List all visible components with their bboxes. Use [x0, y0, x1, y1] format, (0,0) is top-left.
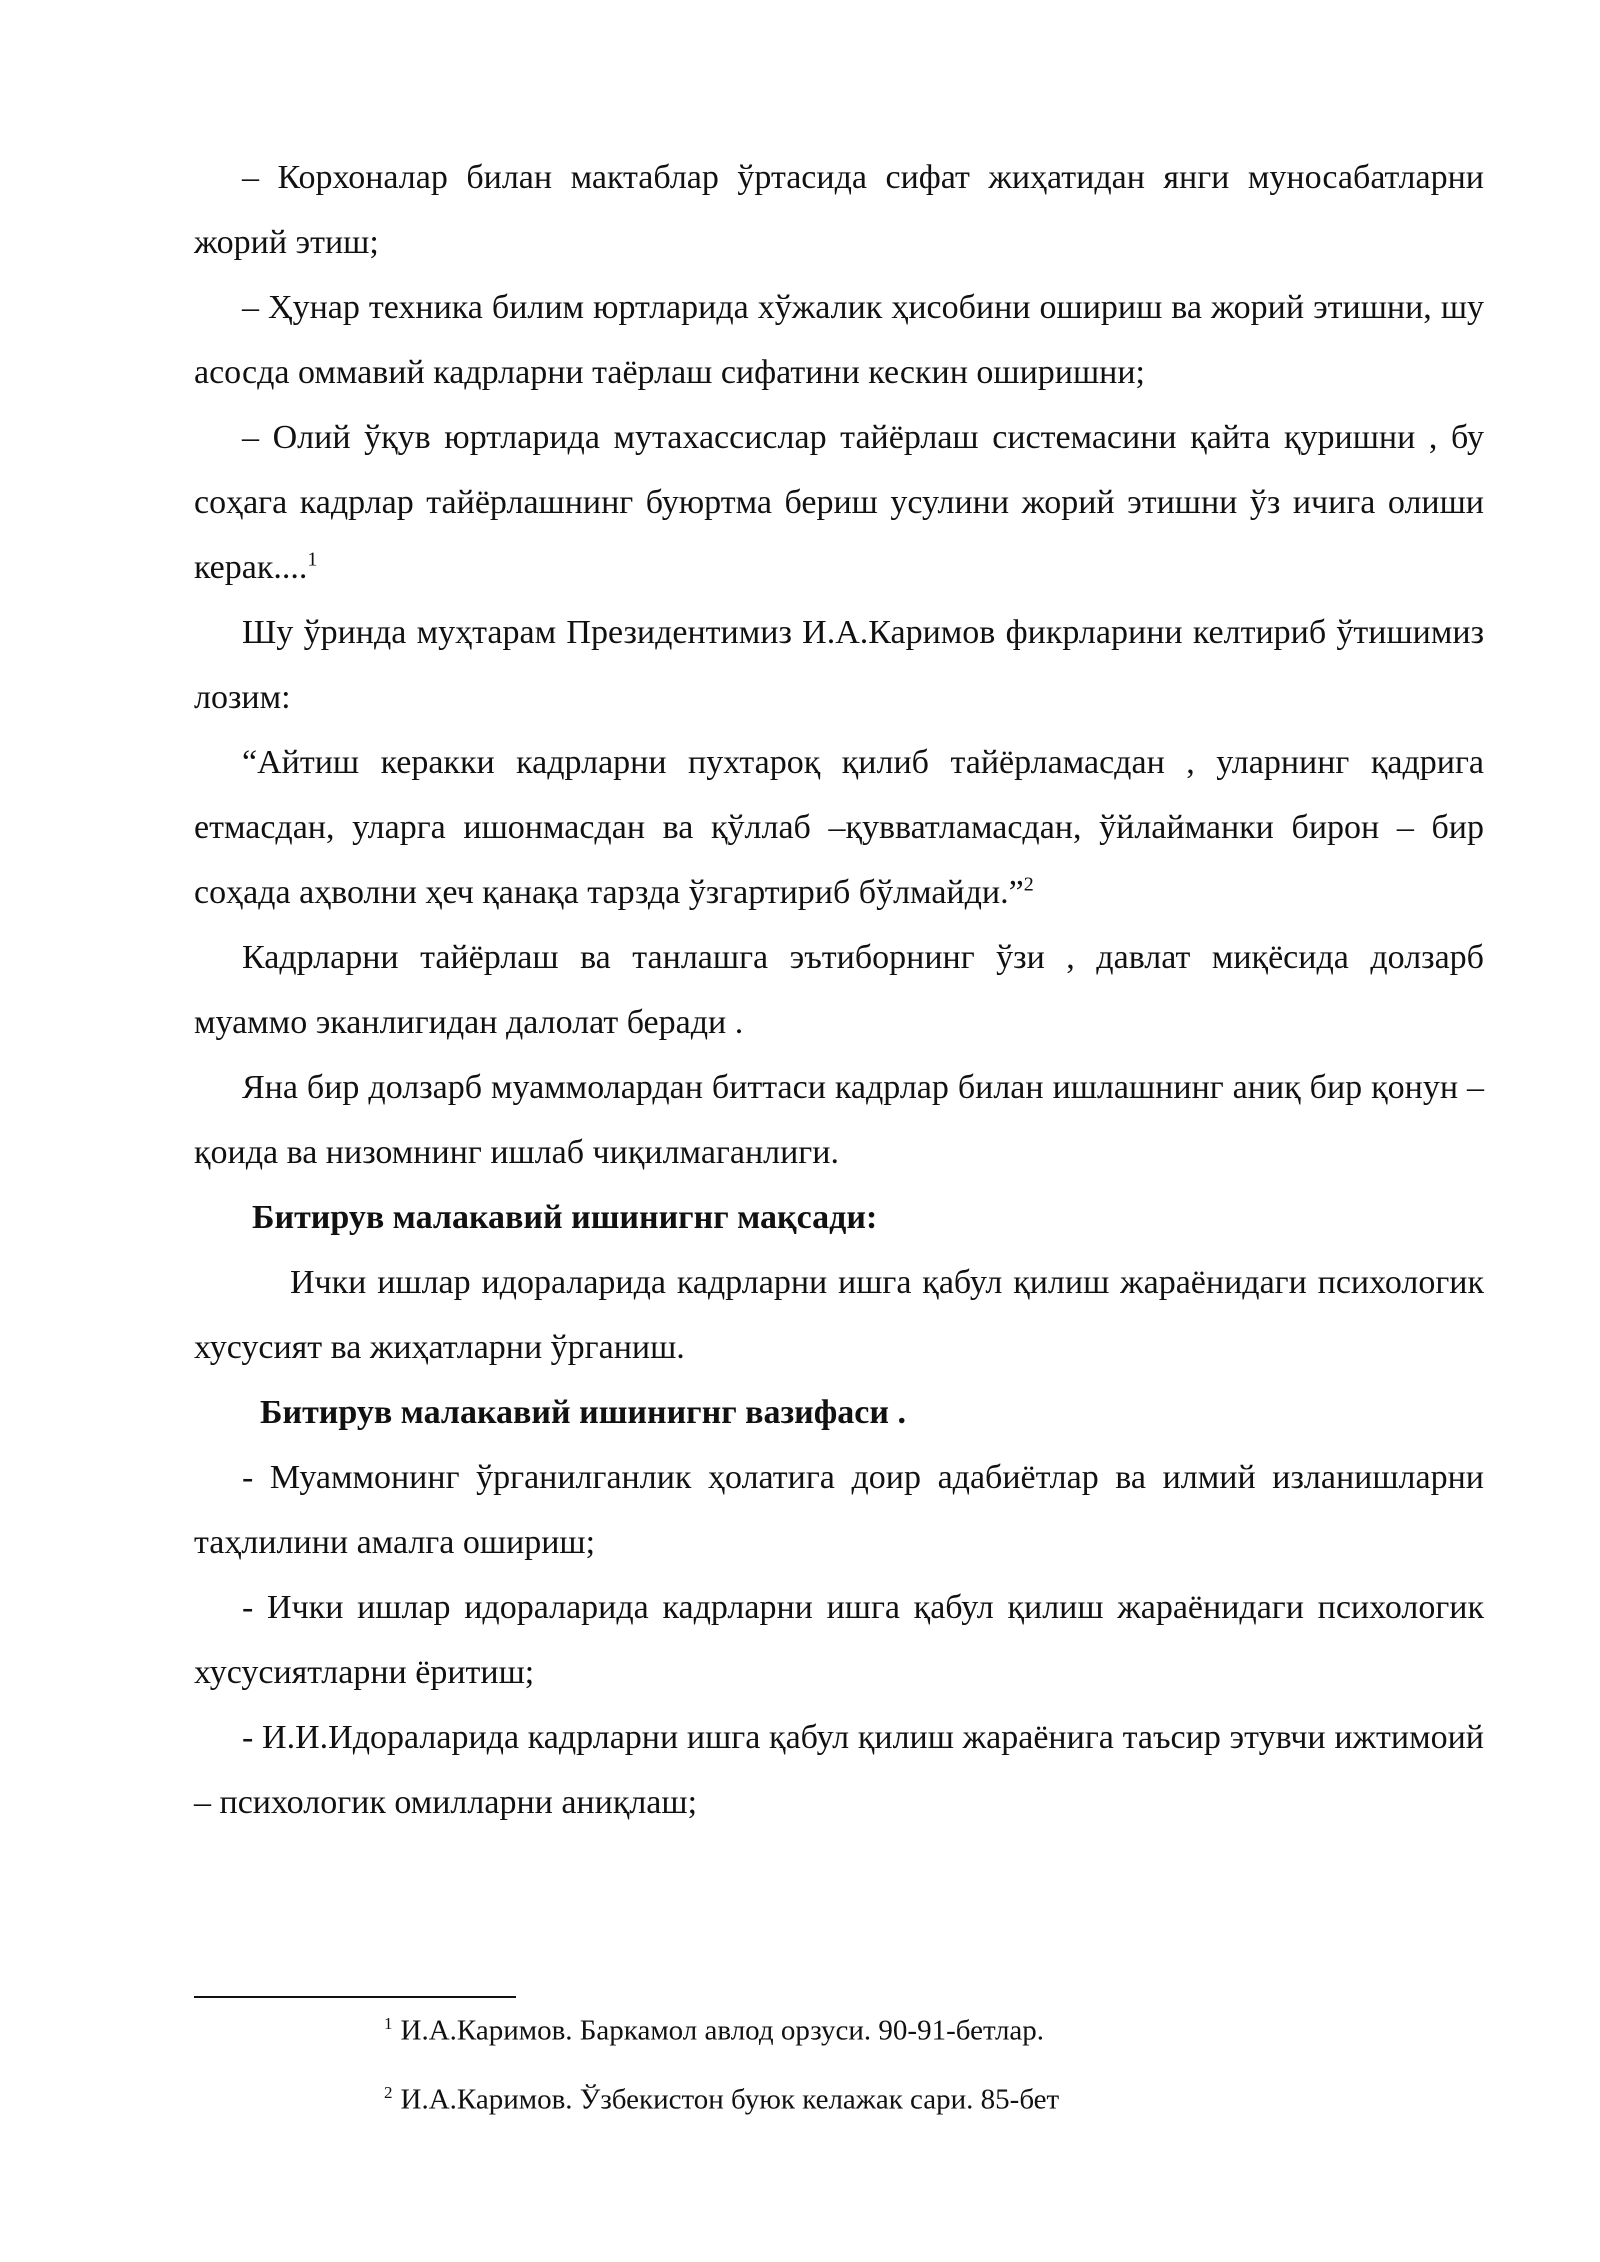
footnote-ref-2: 2 — [1023, 873, 1034, 896]
heading-goal: Битирув малакавий ишинигнг мақсади: — [252, 1199, 878, 1236]
paragraph-higher-education — [194, 405, 1484, 600]
footnote-1 — [384, 2006, 1044, 2049]
footnote-1-number: 1 — [384, 2014, 393, 2033]
footnote-2-number: 2 — [384, 2083, 393, 2102]
task-item-2: - Ички ишлар идораларида кадрларни ишга қабул қилиш жараёнидаги психологик хусусиятларни ёритиш; — [194, 1589, 1484, 1691]
paragraph-higher-education-text: – Олий ўқув юртларида мутахассислар тайёрлаш системасини қайта қуришни , бу соҳага кадрлар тайёрлашнинг буюртма бериш усулини жорий этишни ўз ичига олиши керак.... — [194, 419, 1484, 586]
paragraph-quote-text: “Айтиш керакки кадрларни пухтароқ қилиб тайёрламасдан , уларнинг қадрига етмасдан, уларга ишонмасдан ва қўллаб –қувватламасдан, ўйлайманки бирон – бир соҳада аҳволни ҳеч қанақа тарзда ўзгартириб бўлмайди.” — [194, 744, 1484, 911]
paragraph-regulations: Яна бир долзарб муаммолардан биттаси кадрлар билан ишлашнинг аниқ бир қонун – қоида ва низомнинг ишлаб чиқилмаганлиги. — [194, 1069, 1484, 1171]
body-text — [194, 145, 1484, 1835]
footnote-1-text: И.А.Каримов. Баркамол авлод орзуси. 90-91-бетлар. — [400, 2014, 1045, 2047]
heading-tasks: Битирув малакавий ишинигнг вазифаси . — [260, 1394, 906, 1431]
paragraph-quote — [194, 730, 1484, 925]
paragraph-enterprises-schools: – Корхоналар билан мактаблар ўртасида сифат жиҳатидан янги муносабатларни жорий этиш; — [194, 159, 1484, 261]
footnote-ref-1: 1 — [307, 548, 318, 571]
paragraph-goal: Ички ишлар идораларида кадрларни ишга қабул қилиш жараёнидаги психологик хусусият ва жиҳатларни ўрганиш. — [194, 1264, 1484, 1366]
task-item-3: - И.И.Идораларида кадрларни ишга қабул қилиш жараёнига таъсир этувчи ижтимоий – психологик омилларни аниқлаш; — [194, 1719, 1484, 1821]
task-item-1: - Муаммонинг ўрганилганлик ҳолатига доир адабиётлар ва илмий изланишларни таҳлилини амалга ошириш; — [194, 1459, 1484, 1561]
footnote-2 — [384, 2075, 1059, 2118]
paragraph-vocational-schools: – Ҳунар техника билим юртларида хўжалик ҳисобини ошириш ва жорий этишни, шу асосда оммавий кадрларни таёрлаш сифатини кескин оширишни; — [194, 289, 1484, 391]
footnote-separator — [194, 1996, 516, 1998]
paragraph-cadre-selection: Кадрларни тайёрлаш ва танлашга эътиборнинг ўзи , давлат миқёсида долзарб муаммо эканлигидан далолат беради . — [194, 939, 1484, 1041]
footnote-2-text: И.А.Каримов. Ўзбекистон буюк келажак сари. 85-бет — [400, 2083, 1060, 2116]
paragraph-president-intro: Шу ўринда муҳтарам Президентимиз И.А.Каримов фикрларини келтириб ўтишимиз лозим: — [194, 614, 1484, 716]
